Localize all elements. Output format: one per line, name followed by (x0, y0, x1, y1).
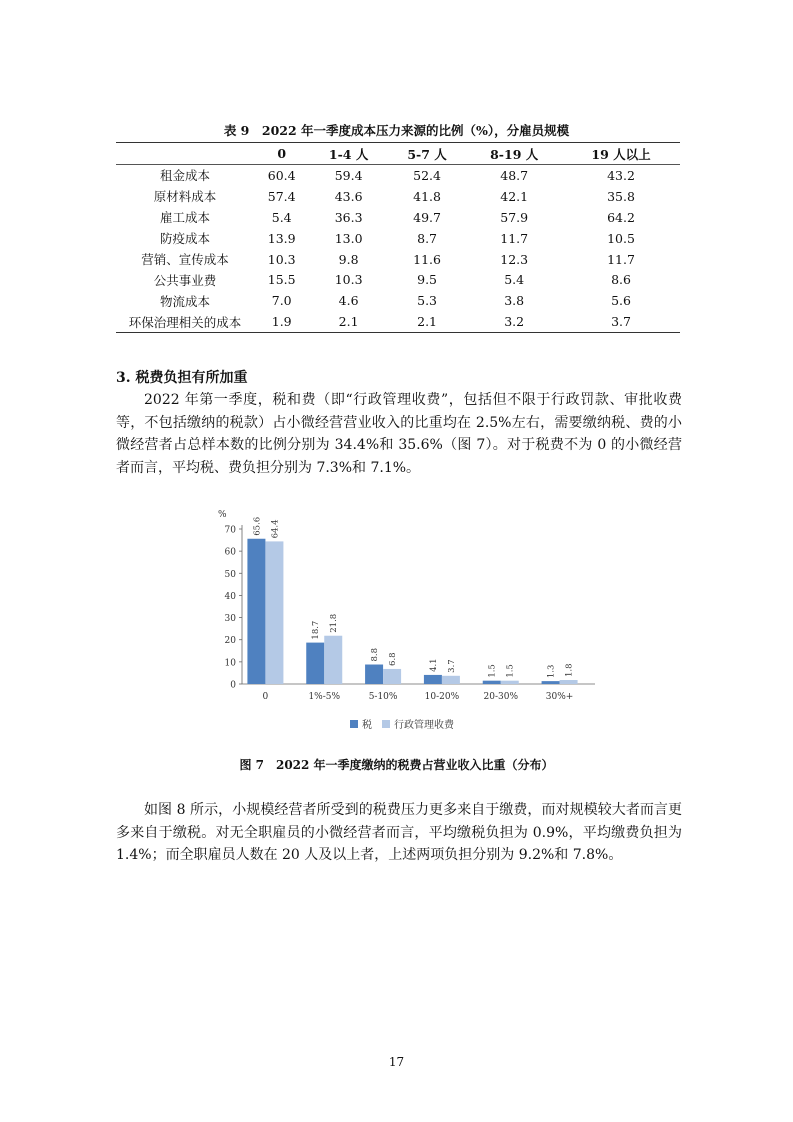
table-title: 表 9 2022 年一季度成本压力来源的比例（%），分雇员规模 (223, 123, 570, 138)
bar-data-label: 8.8 (370, 647, 381, 662)
bar-data-label: 1.8 (564, 663, 575, 678)
row-label: 环保治理相关的成本 (128, 314, 242, 330)
table-cell: 3.7 (611, 314, 631, 330)
table-cell: 7.0 (271, 293, 292, 309)
section-heading: 3. 税费负担有所加重 (116, 370, 248, 386)
paragraph-2: 如图 8 所示，小规模经营者所受到的税费压力更多来自于缴费，而对规模较大者而言更多来自于缴税。对无全职雇员的小微经营者而言，平均缴税负担为 0.9%，平均缴费负担为 1.4%；而全职雇员人数在 20 人及以上者，上述两项负担分别为 9.2%和 7.8%。 (116, 802, 682, 863)
table-header-cell: 5-7 人 (407, 146, 447, 162)
table-cell: 36.3 (334, 209, 363, 225)
x-tick-label: 10-20% (424, 692, 460, 702)
bar-data-label: 21.8 (329, 613, 340, 633)
table-cell: 57.9 (500, 209, 529, 225)
bar (560, 680, 578, 684)
table-cell: 64.2 (607, 209, 635, 225)
table-cell: 5.4 (504, 272, 525, 288)
table-row (116, 207, 680, 228)
legend-label: 税 (362, 720, 372, 731)
bar-data-label: 4.1 (428, 658, 439, 672)
table-cell: 43.2 (607, 167, 635, 183)
table-cell: 10.3 (267, 251, 296, 267)
legend-swatch (382, 720, 390, 728)
legend-swatch (350, 720, 358, 728)
bar (542, 681, 560, 684)
x-tick-label: 0 (262, 692, 269, 702)
table-cell: 5.3 (417, 293, 438, 309)
row-label: 物流成本 (159, 293, 210, 309)
table-cell: 13.0 (334, 230, 363, 246)
row-label: 雇工成本 (159, 210, 210, 226)
table-cell: 5.4 (271, 209, 292, 225)
bar (501, 681, 519, 684)
bar (265, 541, 283, 684)
table-cell: 41.8 (413, 188, 441, 204)
y-tick-label: 70 (224, 525, 236, 536)
table-row (116, 311, 680, 332)
y-tick-label: 0 (230, 680, 236, 691)
y-tick-label: 40 (224, 591, 236, 602)
paragraph-1: 2022 年第一季度，税和费（即“行政管理收费”，包括但不限于行政罚款、审批收费等，不包括缴纳的税款）占小微经营营业收入的比重均在 2.5%左右，需要缴纳税、费的小微经营者占总样本数的比例分别为 34.4%和 35.6%（图 7）。对于税费不为 0 的小微经营者而言，平均税、费负担分别为 7.3%和 7.1%。 (116, 392, 682, 476)
table-cell: 57.4 (267, 188, 296, 204)
bar (247, 539, 265, 684)
bar (365, 665, 383, 684)
table-cell: 12.3 (500, 251, 529, 267)
row-label: 租金成本 (159, 168, 210, 184)
row-label: 营销、宣传成本 (141, 252, 229, 267)
cost-pressure-table (116, 142, 680, 333)
table-cell: 49.7 (413, 209, 441, 225)
row-label: 防疫成本 (159, 231, 210, 247)
table-cell: 9.5 (417, 272, 438, 288)
table-header-cell: 1-4 人 (328, 146, 369, 162)
bar-data-label: 1.5 (487, 664, 498, 678)
x-tick-label: 5-10% (368, 692, 398, 702)
bar-data-label: 64.4 (270, 519, 281, 539)
row-label: 公共事业费 (153, 272, 217, 288)
table-cell: 5.6 (611, 293, 631, 309)
table-cell: 8.6 (611, 272, 631, 288)
x-tick-label: 1%-5% (308, 692, 341, 702)
figure-caption: 图 7 2022 年一季度缴纳的税费占营业收入比重（分布） (239, 758, 554, 772)
y-tick-label: 20 (224, 636, 236, 647)
table-cell: 2.1 (417, 314, 438, 330)
table-cell: 11.7 (607, 251, 635, 267)
table-cell: 2.1 (338, 314, 359, 330)
table-cell: 3.2 (504, 314, 525, 330)
table-cell: 3.8 (504, 293, 525, 309)
x-tick-label: 20-30% (483, 692, 518, 702)
table-cell: 60.4 (267, 167, 296, 183)
table-cell: 59.4 (334, 167, 363, 183)
bar-chart-svg (195, 498, 595, 743)
page-number: 17 (388, 1055, 405, 1069)
table-cell: 10.3 (334, 272, 363, 288)
y-tick-label: 60 (224, 547, 236, 558)
table-row (116, 290, 680, 311)
table-cell: 43.6 (334, 188, 363, 204)
table-row (116, 269, 680, 290)
bar-data-label: 1.3 (546, 664, 557, 679)
bar (483, 681, 501, 684)
table-row (116, 165, 680, 186)
table-header-cell: 0 (277, 146, 287, 161)
y-tick-label: 50 (224, 569, 236, 580)
row-label: 原材料成本 (153, 189, 217, 205)
table-header-cell: 8-19 人 (490, 146, 539, 162)
y-axis-label: % (218, 510, 227, 520)
bar (424, 675, 442, 684)
table-cell: 13.9 (267, 230, 296, 246)
bar-data-label: 6.8 (388, 652, 399, 666)
table-row (116, 228, 680, 249)
table-cell: 48.7 (500, 167, 529, 183)
table-header-row (116, 143, 680, 165)
table-cell: 1.9 (271, 314, 292, 330)
table-cell: 42.1 (500, 188, 529, 204)
bar-data-label: 65.6 (252, 516, 263, 536)
y-tick-label: 30 (224, 614, 236, 625)
table-cell: 11.7 (500, 230, 529, 246)
bar (383, 669, 401, 684)
bar (324, 636, 342, 684)
table-cell: 9.8 (338, 251, 359, 267)
figure-7-chart (195, 498, 595, 743)
table-row (116, 186, 680, 207)
table-row (116, 249, 680, 270)
legend-label: 行政管理收费 (394, 720, 454, 731)
bar-data-label: 3.7 (446, 659, 457, 673)
table-cell: 52.4 (413, 167, 441, 183)
table-cell: 35.8 (607, 188, 635, 204)
table-cell: 8.7 (417, 230, 438, 246)
bar-data-label: 1.5 (505, 664, 516, 678)
table-cell: 15.5 (267, 272, 296, 288)
table-cell: 11.6 (413, 251, 441, 267)
bar (306, 643, 324, 684)
table-header-cell: 19 人以上 (591, 146, 651, 162)
x-tick-label: 30%+ (545, 692, 574, 702)
bar (442, 676, 460, 684)
bar-data-label: 18.7 (311, 620, 322, 640)
table-cell: 10.5 (607, 230, 635, 246)
table-header-cell (116, 143, 254, 165)
table-cell: 4.6 (338, 293, 359, 309)
y-tick-label: 10 (224, 658, 236, 669)
